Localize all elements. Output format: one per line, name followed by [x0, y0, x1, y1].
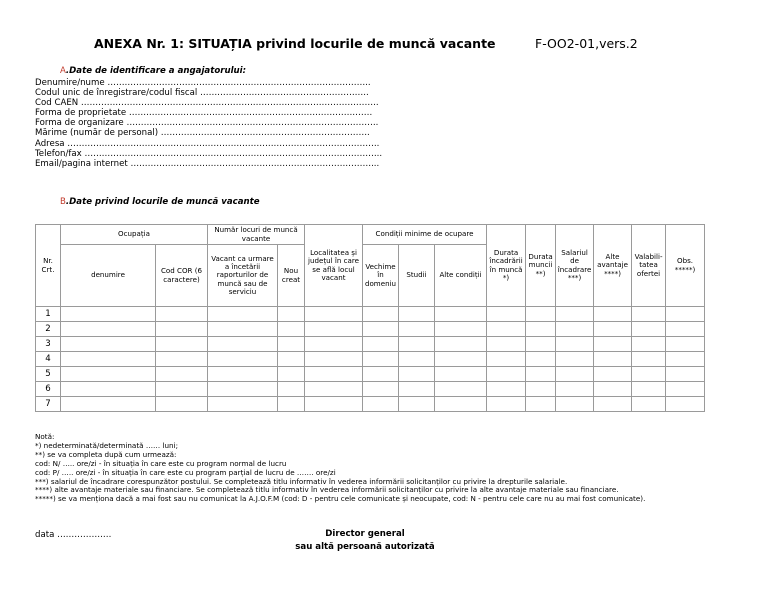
table-cell[interactable]	[208, 322, 278, 337]
table-cell[interactable]	[487, 307, 526, 322]
table-cell[interactable]	[632, 352, 666, 367]
notes-heading: Notă:	[35, 432, 55, 441]
table-cell[interactable]	[278, 352, 305, 367]
table-cell[interactable]	[363, 367, 399, 382]
table-cell[interactable]	[632, 367, 666, 382]
row-number: 1	[36, 307, 61, 322]
table-cell[interactable]	[556, 322, 594, 337]
table-row	[36, 382, 705, 397]
section-a-letter: A	[60, 66, 66, 76]
table-cell[interactable]	[632, 307, 666, 322]
table-cell[interactable]	[399, 352, 435, 367]
note-2b: cod: P/ ….. ore/zi - în situația în care este cu program parțial de lucru de ……. ore/zi	[35, 467, 336, 477]
table-row	[36, 307, 705, 322]
table-cell[interactable]	[666, 337, 705, 352]
table-cell[interactable]	[156, 352, 208, 367]
table-cell[interactable]	[556, 367, 594, 382]
field-forma-proprietate[interactable]: Forma de proprietate ………………………………………………………………………….	[35, 108, 373, 119]
vacancies-table	[35, 224, 705, 412]
table-cell[interactable]	[208, 352, 278, 367]
table-cell[interactable]	[487, 337, 526, 352]
header-localitatea: Localitatea și județul în care se află locul vacant	[305, 225, 363, 307]
table-cell[interactable]	[61, 397, 156, 412]
row-number: 7	[36, 397, 61, 412]
table-cell[interactable]	[435, 397, 487, 412]
section-b-letter: B	[60, 197, 66, 207]
table-cell[interactable]	[156, 382, 208, 397]
table-cell[interactable]	[156, 397, 208, 412]
header-nr-crt: Nr. Crt.	[36, 225, 61, 307]
table-cell[interactable]	[594, 322, 632, 337]
table-cell[interactable]	[594, 337, 632, 352]
table-cell[interactable]	[278, 367, 305, 382]
header-numar-locuri: Număr locuri de muncă vacante	[208, 225, 305, 245]
table-cell[interactable]	[594, 307, 632, 322]
header-vacant: Vacant ca urmare a încetării raporturilor de muncă sau de serviciu	[208, 245, 278, 307]
table-cell[interactable]	[363, 397, 399, 412]
note-4: ****) alte avantaje materiale sau financiare. Se completează titlu informativ în vederea informării solicitanților cu privire la alte avantaje materiale sau financiare.	[35, 485, 619, 495]
header-obs: Obs. *****)	[666, 225, 705, 307]
table-cell[interactable]	[208, 367, 278, 382]
field-denumire[interactable]: Denumire/nume ………………………………………………………………………………..	[35, 78, 371, 88]
table-cell[interactable]	[305, 322, 363, 337]
table-cell[interactable]	[666, 382, 705, 397]
table-cell[interactable]	[594, 367, 632, 382]
table-cell[interactable]	[526, 307, 556, 322]
field-cod-caen[interactable]: Cod CAEN …………………………………………………………………………………………..	[35, 98, 379, 109]
table-cell[interactable]	[305, 382, 363, 397]
row-number: 5	[36, 367, 61, 382]
table-cell[interactable]	[61, 367, 156, 382]
table-cell[interactable]	[487, 367, 526, 382]
notes-block	[35, 433, 725, 504]
row-number: 4	[36, 352, 61, 367]
table-cell[interactable]	[594, 382, 632, 397]
table-cell[interactable]	[594, 397, 632, 412]
table-cell[interactable]	[156, 322, 208, 337]
table-cell[interactable]	[278, 382, 305, 397]
table-cell[interactable]	[363, 382, 399, 397]
table-cell[interactable]	[305, 367, 363, 382]
director-subtitle: sau altă persoană autorizată	[295, 542, 435, 552]
table-row	[36, 352, 705, 367]
date-field[interactable]: data ……………….	[35, 530, 112, 540]
field-forma-organizare[interactable]: Forma de organizare …………………………………………………………………………….	[35, 118, 379, 129]
row-number: 2	[36, 322, 61, 337]
table-cell[interactable]	[399, 322, 435, 337]
table-cell[interactable]	[487, 322, 526, 337]
table-cell[interactable]	[435, 337, 487, 352]
director-title: Director general	[325, 529, 405, 539]
table-cell[interactable]	[666, 352, 705, 367]
document-title: ANEXA Nr. 1: SITUAȚIA privind locurile de muncă vacante	[94, 36, 496, 51]
table-cell[interactable]	[278, 322, 305, 337]
table-cell[interactable]	[556, 337, 594, 352]
table-cell[interactable]	[632, 322, 666, 337]
table-cell[interactable]	[61, 322, 156, 337]
table-cell[interactable]	[526, 337, 556, 352]
table-cell[interactable]	[487, 382, 526, 397]
table-cell[interactable]	[156, 307, 208, 322]
row-number: 6	[36, 382, 61, 397]
table-cell[interactable]	[208, 397, 278, 412]
table-cell[interactable]	[61, 307, 156, 322]
table-cell[interactable]	[632, 397, 666, 412]
table-cell[interactable]	[666, 322, 705, 337]
section-b-title: .Date privind locurile de muncă vacante	[65, 197, 260, 207]
table-row	[36, 397, 705, 412]
header-denumire: denumire	[61, 245, 156, 307]
header-salariul: Salariul de încadrare ***)	[556, 225, 594, 307]
table-cell[interactable]	[487, 352, 526, 367]
table-cell[interactable]	[435, 322, 487, 337]
header-nou-creat: Nou creat	[278, 245, 305, 307]
table-cell[interactable]	[487, 397, 526, 412]
note-5: *****) se va menționa dacă a mai fost sau nu comunicat la A.J.O.F.M (cod: D - pentru cele comunicate și neocupate, cod: N - pentru cele care nu au mai fost comunicate).	[35, 494, 646, 504]
table-cell[interactable]	[61, 337, 156, 352]
table-cell[interactable]	[305, 397, 363, 412]
header-cod-cor: Cod COR (6 caractere)	[156, 245, 208, 307]
table-cell[interactable]	[435, 352, 487, 367]
table-cell[interactable]	[594, 352, 632, 367]
table-cell[interactable]	[666, 307, 705, 322]
note-2a: cod: N/ ….. ore/zi - în situația în care este cu program normal de lucru	[35, 458, 287, 468]
table-cell[interactable]	[208, 337, 278, 352]
section-a-heading	[60, 66, 246, 76]
table-cell[interactable]	[666, 367, 705, 382]
table-cell[interactable]	[556, 307, 594, 322]
header-studii: Studii	[399, 245, 435, 307]
header-vechime: Vechime în domeniu	[363, 245, 399, 307]
table-cell[interactable]	[399, 397, 435, 412]
table-cell[interactable]	[435, 307, 487, 322]
section-a-title: .Date de identificare a angajatorului:	[65, 66, 247, 76]
form-code: F-OO2-01,vers.2	[535, 36, 638, 51]
table-cell[interactable]	[156, 367, 208, 382]
table-cell[interactable]	[556, 352, 594, 367]
table-cell[interactable]	[526, 322, 556, 337]
table-cell[interactable]	[556, 397, 594, 412]
field-telefon-fax[interactable]: Telefon/fax …………………………………………………………………………………………..	[35, 148, 383, 159]
table-cell[interactable]	[632, 382, 666, 397]
table-cell[interactable]	[399, 337, 435, 352]
table-cell[interactable]	[526, 397, 556, 412]
table-cell[interactable]	[363, 322, 399, 337]
table-row	[36, 337, 705, 352]
header-durata-incadrarii: Durata încadrării în muncă *)	[487, 225, 526, 307]
table-cell[interactable]	[278, 307, 305, 322]
table-cell[interactable]	[632, 337, 666, 352]
table-cell[interactable]	[526, 367, 556, 382]
header-valabilitatea: Valabili-tatea ofertei	[632, 225, 666, 307]
table-cell[interactable]	[278, 397, 305, 412]
table-cell[interactable]	[526, 352, 556, 367]
table-cell[interactable]	[363, 352, 399, 367]
header-alte-conditii: Alte condiții	[435, 245, 487, 307]
header-conditii-minime: Condiții minime de ocupare	[363, 225, 487, 245]
table-cell[interactable]	[526, 382, 556, 397]
table-cell[interactable]	[399, 307, 435, 322]
field-email[interactable]: Email/pagina internet …………………………………………………………………………...	[35, 158, 380, 169]
table-row	[36, 322, 705, 337]
table-cell[interactable]	[556, 382, 594, 397]
table-cell[interactable]	[61, 382, 156, 397]
field-cod-fiscal[interactable]: Codul unic de înregistrare/codul fiscal …………………………………………………..	[35, 88, 369, 99]
signature-block	[270, 528, 460, 554]
table-cell[interactable]	[305, 352, 363, 367]
note-1: *) nedeterminată/determinată …… luni;	[35, 440, 179, 450]
table-cell[interactable]	[305, 337, 363, 352]
field-marime[interactable]: Mărime (număr de personal) ……………………………………………………………….	[35, 128, 370, 139]
table-body	[36, 307, 705, 412]
table-row	[36, 367, 705, 382]
employer-identification-fields	[35, 78, 382, 169]
table-cell[interactable]	[399, 382, 435, 397]
table-cell[interactable]	[208, 382, 278, 397]
table-cell[interactable]	[305, 307, 363, 322]
header-ocupatia: Ocupația	[61, 225, 208, 245]
note-3: ***) salariul de încadrare corespunzător postului. Se completează titlu informativ în vederea informării solicitanților cu privire la drepturile salariale.	[35, 476, 568, 486]
table-cell[interactable]	[435, 367, 487, 382]
note-2: **) se va completa după cum urmează:	[35, 449, 177, 459]
header-alte-avantaje: Alte avantaje ****)	[594, 225, 632, 307]
table-cell[interactable]	[208, 307, 278, 322]
field-adresa[interactable]: Adresa ……………………………………………………………………………………………….	[35, 138, 380, 149]
section-b-heading	[60, 197, 260, 207]
table-cell[interactable]	[156, 337, 208, 352]
table-cell[interactable]	[363, 307, 399, 322]
table-cell[interactable]	[666, 397, 705, 412]
header-durata-muncii: Durata muncii **)	[526, 225, 556, 307]
table-cell[interactable]	[61, 352, 156, 367]
table-cell[interactable]	[399, 367, 435, 382]
table-cell[interactable]	[278, 337, 305, 352]
table-cell[interactable]	[363, 337, 399, 352]
row-number: 3	[36, 337, 61, 352]
table-cell[interactable]	[435, 382, 487, 397]
